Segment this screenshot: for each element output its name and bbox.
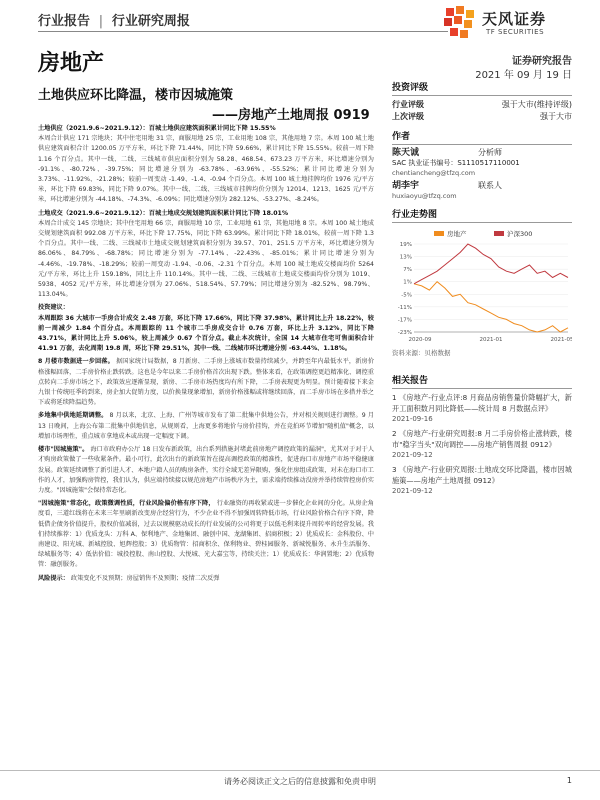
paragraph-text: 本周跟踪 36 大城市一手房合计成交 2.48 万套，环比下降 17.66%，同比下降 37.98%，累计同比上升 18.22%，较前一周减少 1.84 个百分点。本周跟踪的 11 个城市二手房成交合计 0.76 万套，环比上升 3.12%，同比下降 43.71%，累计同比上升 5.06%，较上周减少 0.67 个百分点。截止本次统计，全国 14 大城市住宅可售面积合计 41.91 万套，去化周期 19.8 周，环比下降 29.51%，其中一线、二线城市环比增速分别 -63.44%、1.18%。 xyxy=(38,314,374,353)
tf-securities-logo xyxy=(440,4,570,44)
report-headline: 土地供应环比降温，楼市因城施策 xyxy=(38,88,234,103)
related-report-item[interactable] xyxy=(392,428,572,461)
report-category-bar xyxy=(38,10,190,29)
y-tick-label: 1% xyxy=(403,279,412,286)
logo-name-en: TF SECURITIES xyxy=(486,28,545,36)
page-title: 房地产 xyxy=(38,51,105,76)
paragraph-lead: "因城施策"常态化，政策微调性质，行业风险偏价格有序下降， xyxy=(38,500,215,508)
report-type: 证券研究报告 xyxy=(512,56,572,67)
report-body xyxy=(38,124,374,587)
rating-row xyxy=(392,99,572,111)
paragraph-text: 本周合计供应 171 宗地块；其中住宅用地 31 宗，商服用地 25 宗，工业用地 108 宗，其他用地 7 宗。本周 100 城土地供应建筑面积合计 1200.05 万平方米，环比下降 71.44%，同比下降 59.66%，累计同比下降 15.55%。较前一周下降 1.16 个百分点。其中一线、二线、三线城市供应面积分别为 58.28、468.54、673.23 万平方米，环比增速分别为 -91.1%、-80.72%、-39.75%；同比增速分别为 -63.78%、-63.96%、-55.52%；累计同比增速分别为 3.73%、-11.92%、-21.28%；较前一周变动 -1.49、-1.4、-0.94 个百分点。本周 100 城土地挂牌均价 1976 元/平方米，环比下降 69.83%，同比下降 9.07%。其中一线、二线、三线城市挂牌均价分别为 12014、1213、1625 元/平方米，环比增速分别为 -44.18%、-74.3%、-6.09%；同比增速分别为 282.12%、-53.27%、-8.24%。 xyxy=(38,135,374,204)
y-tick-label: 19% xyxy=(399,242,412,248)
paragraph-text: 据国家统计局数据，8 月新房、二手房上涨城市数量持续减少，并跨至年内最低水平，新房价格涨幅回落，二手房价格止跌转跌。这也是今年以来二手房价格首次出现下跌。整体来看，在政策调控更趋精准化、调控重点转向二手房市场之下，政策效应逐渐显现，新房、二手房市场热度均有所下降，二手房表现更为明显。预计随着接下来金九银十传统旺季的到来，房企加大促销力度，以价换量现象增加，新房价格涨幅或将继续回落，而二手房市场在多措并举之下或将延续降温趋势。 xyxy=(38,358,375,407)
paragraph-lead: 投资建议： xyxy=(38,304,69,312)
header-divider xyxy=(38,31,448,32)
x-tick-label: 2021-05 xyxy=(550,337,572,343)
disclaimer-note: 请务必阅读正文之后的信息披露和免责申明 xyxy=(224,777,376,786)
related-report-date: 2021-09-16 xyxy=(392,415,433,423)
related-report-date: 2021-09-12 xyxy=(392,487,433,495)
legend-swatch xyxy=(494,231,504,236)
prev-rating-value: 强于大市 xyxy=(540,112,572,121)
related-heading: 相关报告 xyxy=(392,373,572,389)
legend-label: 沪深300 xyxy=(507,230,533,238)
contact-email[interactable]: huxiaoyu@tfzq.com xyxy=(392,192,457,200)
trend-heading: 行业走势图 xyxy=(392,207,572,223)
contact-role: 联系人 xyxy=(478,181,502,190)
paragraph-text: 8 月以来，北京、上海、广州等城市发布了第二批集中供地公告，并对相关规则进行调整。9 月 13 日晚间，上海公布第二批集中供地信息，从规则看，上海更多将地价与房价挂钩，并在竞拍环节增加"随机值"概念，以增加市场理性，重点城市拿地成本或出现一定幅度下调。 xyxy=(38,412,375,440)
related-report-item[interactable] xyxy=(392,464,572,497)
analyst-email[interactable]: chentiancheng@tfzq.com xyxy=(392,169,476,177)
analyst-name: 陈天诚 xyxy=(392,148,420,158)
paragraph-risk xyxy=(38,574,374,584)
paragraph-lead: 风险提示： xyxy=(38,574,69,582)
y-tick-label: -17% xyxy=(397,317,412,324)
paragraph-recommendation xyxy=(38,499,374,570)
report-category: 行业报告 xyxy=(38,14,91,29)
y-tick-label: 13% xyxy=(399,254,412,261)
category-separator: | xyxy=(98,14,104,29)
prev-rating-row xyxy=(392,111,572,123)
related-report-date: 2021-09-12 xyxy=(392,451,433,459)
legend-label: 房地产 xyxy=(447,230,467,238)
logo-name-cn: 天风证券 xyxy=(482,10,547,28)
tf-logo-icon xyxy=(440,4,480,42)
paragraph-investment xyxy=(38,303,374,354)
paragraph-land-supply xyxy=(38,124,374,206)
paragraph-lead: 土地供应（2021.9.6~2021.9.12）：百城土地供应建筑面积累计同比下降 15.55% xyxy=(38,125,276,132)
related-reports xyxy=(392,392,572,497)
paragraph-text: 行业融资的再收紧或进一步催化企业间的分化。从房企角度看，三道红线将在未来三年里刷新改变房企经营行为，不少企业不得不加强周转降低市场，行业风险价格合有序下降，降低借企债务价值提升，股权价值减弱，过去以规模驱动成长的行业发展的公司将更于以低毛利来提升周转率的经营发展。我们持续推荐：1）优质龙头：万科 A、保利地产、金地集团、融创中国、龙湖集团、招商积极；2）优质成长：金科股份、中南建设、阳光城、新城控股、旭辉控股；3）优质物管：招商积余、保利物业、碧桂园服务、新城悦服务、永升生活服务、绿城服务等；4）低估价值：城投控股、南山控股、大悦城、光大嘉宝等，持续关注；1）优质成长：华润置地；2）优质物管：融创服务。 xyxy=(38,500,374,569)
legend-swatch xyxy=(434,231,444,236)
rating-value: 强于大市(维持评级) xyxy=(501,100,572,109)
analyst-role: 分析师 xyxy=(478,148,502,157)
prev-rating-label: 上次评级 xyxy=(392,112,424,121)
paragraph-land-transaction xyxy=(38,209,374,301)
y-tick-label: -5% xyxy=(401,292,412,299)
contact-name: 胡李宇 xyxy=(392,181,420,191)
paragraph-city-policy xyxy=(38,445,374,496)
contact-card xyxy=(392,181,572,201)
paragraph-lead: 土地成交（2021.9.6~2021.9.12）：百城土地成交规划建筑面积累计同比下降 18.01% xyxy=(38,209,289,217)
series-line-csi300 xyxy=(414,244,568,284)
y-tick-label: -11% xyxy=(397,304,412,311)
paragraph-text: 海口市政府办公厅 18 日发布新政策，出台系列措施封堵此前房地产调控政策的漏洞"，尤其对于对于人才购房政策做了一些收紧条件。最小可行，此次出台的新政策旨在提高调控政策的精准性，促进海口市房地产市场平稳健康发展。政策延续调整了新引进人才、本地户籍人员的购房条件，实行全域无差异限购，强化住房组成政策，对未在海口市工作的人才，加强购房管控，我们认为，供应端持续接以规范房地产市场秩序为主，需求端持续推动没房并举持续管控房价实力度。"因城施策"会保持常态化。 xyxy=(38,446,375,494)
industry-trend-chart xyxy=(392,226,572,346)
page-number: 1 xyxy=(566,776,572,785)
y-tick-label: -23% xyxy=(397,330,412,336)
related-report-title[interactable]: 1 《房地产-行业点评:8 月商品房销售量价降幅扩大，新开工面积数月同比降低——统计局 8 月数据点评》 xyxy=(392,393,572,413)
paragraph-text: 本周合计成交 145 宗地块；其中住宅用地 66 宗，商服用地 10 宗，工业用地 61 宗，其他用地 8 宗。本周 100 城土地成交规划建筑面积 992.08 万平方米，环比下降 17.75%，同比下降 63.99%。累计同比下降 18.01%，较前一周下降 1.3 个百分点。其中一线、二线、三线城市土地成交规划建筑面积分别为 39.57、701、251.5 万平方米，环比增速分别为 86.06%、84.79%、-68.78%；同比增速分别为 -77.14%、-22.43%、-85.01%；累计同比增速分别为 -4.46%、-19.78%、-18.29%；较前一周变动 -1.94、-0.06、-2.31 个百分点。本周 100 城土地成交楼面均价 5264 元/平方米，环比上升 159.18%，同比上升 110.14%。其中一线、二线、三线城市土地成交楼面均价分别为 1019、5938、4052 元/平方米，环比增速分别为 27.06%、518.54%、57.79%；同比增速分别为 -82.52%、98.79%、113.04%。 xyxy=(38,219,374,299)
author-heading: 作者 xyxy=(392,129,572,145)
rating-label: 行业评级 xyxy=(392,100,424,109)
related-report-title[interactable]: 2 《房地产-行业研究周报:8 月二手房价格止涨转跌，楼市"稳字当头"双向调控——房地产销售周报 0912》 xyxy=(392,429,572,449)
paragraph-land-supply-adjust xyxy=(38,411,374,442)
x-tick-label: 2021-01 xyxy=(479,337,503,343)
y-tick-label: 7% xyxy=(403,267,412,274)
rating-heading: 投资评级 xyxy=(392,80,572,96)
paragraph-lead: 多地集中供地延期调整。 xyxy=(38,412,108,420)
report-subcategory: 行业研究周报 xyxy=(111,14,190,29)
x-tick-label: 2020-09 xyxy=(408,337,432,343)
related-report-item[interactable] xyxy=(392,392,572,425)
report-date: 2021 年 09 月 19 日 xyxy=(475,70,572,81)
trend-chart-svg xyxy=(392,226,572,346)
report-subheadline: ——房地产土地周报 0919 xyxy=(212,108,370,123)
related-report-title[interactable]: 3 《房地产-行业研究周报:土地成交环比降温，楼市因城施策——房地产土地周报 0912》 xyxy=(392,465,572,485)
analyst-sac: SAC 执业证书编号：S1110517110001 xyxy=(392,159,520,167)
footer-divider xyxy=(0,770,600,771)
paragraph-august-data xyxy=(38,357,374,408)
chart-source: 资料来源：贝格数据 xyxy=(392,349,451,357)
paragraph-lead: 楼市"因城施策"。 xyxy=(38,446,89,454)
paragraph-text: 政策变化不及预期；房屋销售不及预期；疫情二次反弹 xyxy=(70,574,220,582)
paragraph-lead: 8 月楼市数据进一步回落。 xyxy=(38,358,114,366)
sidebar xyxy=(392,80,572,500)
analyst-card xyxy=(392,148,572,178)
